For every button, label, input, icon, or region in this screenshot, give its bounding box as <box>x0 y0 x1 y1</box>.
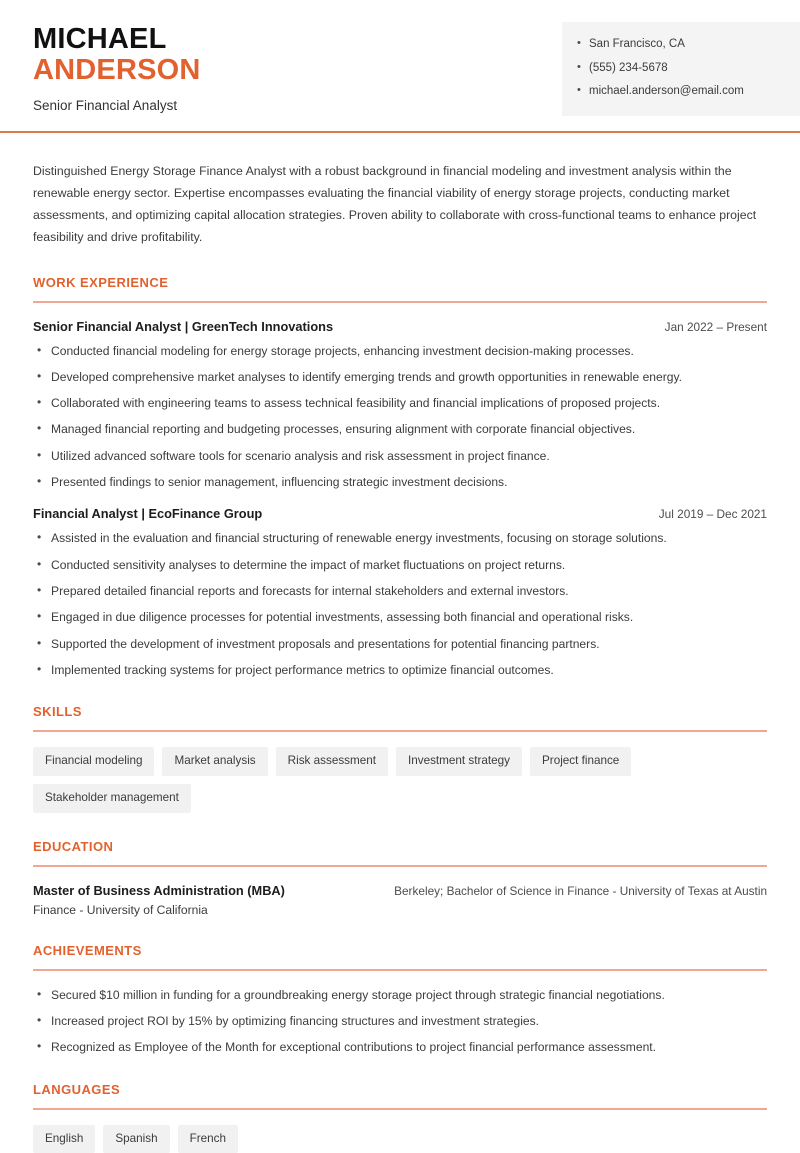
experience-bullet: • Conducted financial modeling for energy storage projects, enhancing investment decision-making processes. <box>33 343 767 359</box>
section-title-education: EDUCATION <box>33 838 114 854</box>
education-entry-header <box>33 883 767 898</box>
contact-item-email[interactable]: • michael.anderson@email.com <box>576 80 786 104</box>
language-chip: English <box>33 1125 95 1153</box>
education-degree: Master of Business Administration (MBA) <box>33 882 285 898</box>
experience-bullet: • Supported the development of investment proposals and presentations for potential financing partners. <box>33 636 767 652</box>
experience-bullet: • Developed comprehensive market analyses to identify emerging trends and growth opportunities in renewable energy. <box>33 369 767 385</box>
section-divider-work-experience <box>33 301 767 303</box>
achievement-bullet: • Increased project ROI by 15% by optimizing financing structures and investment strategies. <box>33 1013 767 1029</box>
skill-chip: Market analysis <box>162 747 267 776</box>
language-chip: Spanish <box>103 1125 169 1153</box>
education-institution: Finance - University of California <box>33 902 208 917</box>
experience-bullet: • Conducted sensitivity analyses to determine the impact of market fluctuations on project returns. <box>33 557 767 573</box>
section-education <box>33 839 767 917</box>
achievement-bullet: • Secured $10 million in funding for a groundbreaking energy storage project through strategic financial negotiations. <box>33 987 767 1003</box>
experience-title: Financial Analyst | EcoFinance Group <box>33 506 263 522</box>
experience-bullet: • Prepared detailed financial reports and forecasts for internal stakeholders and external investors. <box>33 583 767 599</box>
experience-date: Jan 2022 – Present <box>664 319 767 334</box>
contact-item-location: • San Francisco, CA <box>576 33 786 57</box>
experience-entry-header <box>33 506 767 521</box>
experience-bullet: • Collaborated with engineering teams to assess technical feasibility and financial implications of proposed projects. <box>33 395 767 411</box>
section-title-work-experience: WORK EXPERIENCE <box>33 274 169 290</box>
experience-entry <box>33 319 767 491</box>
section-divider-languages <box>33 1108 767 1110</box>
header-divider <box>0 131 800 133</box>
skills-chip-list <box>33 747 767 812</box>
experience-bullet: • Implemented tracking systems for project performance metrics to optimize financial outcomes. <box>33 662 767 678</box>
experience-bullet: • Assisted in the evaluation and financial structuring of renewable energy investments, focusing on storage solutions. <box>33 530 767 546</box>
experience-title: Senior Financial Analyst | GreenTech Innovations <box>33 318 334 334</box>
achievement-bullet: • Recognized as Employee of the Month for exceptional contributions to project financial performance assessment. <box>33 1039 767 1055</box>
experience-bullets <box>33 343 767 491</box>
identity-block <box>33 24 201 113</box>
skill-chip: Risk assessment <box>276 747 388 776</box>
experience-bullet: • Engaged in due diligence processes for potential investments, assessing both financial and operational risks. <box>33 609 767 625</box>
contact-item-phone[interactable]: • (555) 234-5678 <box>576 57 786 81</box>
resume-body <box>0 161 800 1153</box>
section-divider-achievements <box>33 969 767 971</box>
section-divider-skills <box>33 730 767 732</box>
section-title-skills: SKILLS <box>33 704 82 720</box>
contact-box <box>562 22 800 116</box>
skill-chip: Project finance <box>530 747 631 776</box>
contact-list <box>576 33 786 104</box>
experience-entry <box>33 506 767 678</box>
education-detail: Berkeley; Bachelor of Science in Finance - University of Texas at Austin <box>394 883 767 898</box>
section-title-achievements: ACHIEVEMENTS <box>33 942 142 958</box>
first-name: MICHAEL <box>33 23 167 55</box>
experience-bullets <box>33 530 767 678</box>
section-work-experience <box>33 275 767 679</box>
section-skills <box>33 704 767 812</box>
education-entry <box>33 883 767 917</box>
experience-date: Jul 2019 – Dec 2021 <box>658 507 767 522</box>
headline-job-title: Senior Financial Analyst <box>33 97 178 113</box>
section-achievements <box>33 943 767 1056</box>
section-title-languages: LANGUAGES <box>33 1081 121 1097</box>
last-name: ANDERSON <box>33 54 201 87</box>
experience-entry-header <box>33 319 767 334</box>
skill-chip: Investment strategy <box>396 747 522 776</box>
section-languages <box>33 1082 767 1153</box>
languages-chip-list <box>33 1125 767 1153</box>
professional-summary: Distinguished Energy Storage Finance Analyst with a robust background in financial modeling and investment analysis within the renewable energy sector. Expertise encompasses evaluating the financial viability of energy storage projects, conducting market assessments, and optimizing capital allocation strategies. Proven ability to collaborate with cross-functional teams to enhance project feasibility and drive profitability. <box>33 164 757 244</box>
skill-chip: Financial modeling <box>33 747 154 776</box>
experience-bullet: • Presented findings to senior management, influencing strategic investment decisions. <box>33 474 767 490</box>
language-chip: French <box>178 1125 238 1153</box>
experience-bullet: • Managed financial reporting and budgeting processes, ensuring alignment with corporate financial objectives. <box>33 421 767 437</box>
resume-header <box>0 0 800 130</box>
achievements-bullets <box>33 987 767 1056</box>
section-divider-education <box>33 865 767 867</box>
experience-bullet: • Utilized advanced software tools for scenario analysis and risk assessment in project finance. <box>33 448 767 464</box>
skill-chip: Stakeholder management <box>33 784 191 813</box>
